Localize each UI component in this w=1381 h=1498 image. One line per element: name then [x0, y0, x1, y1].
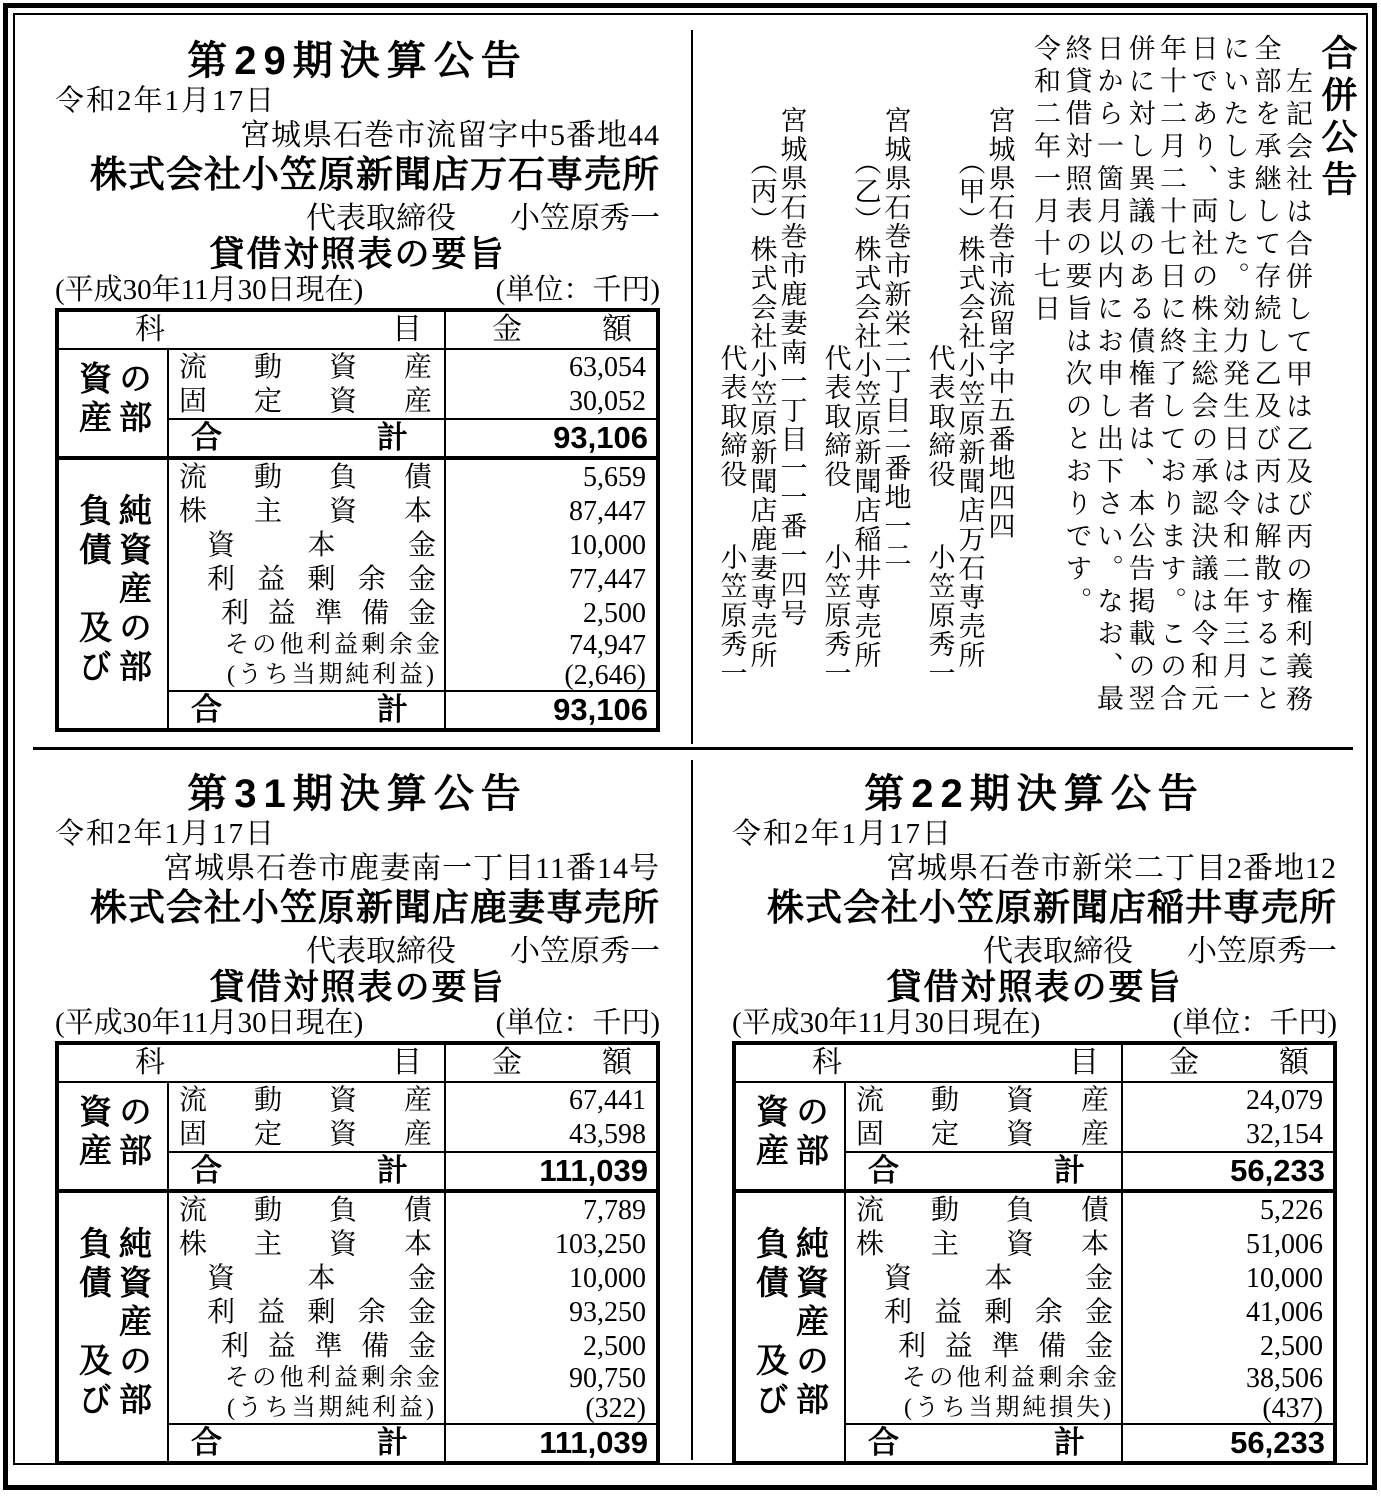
liability-row-item: 利益準備金: [898, 1331, 1113, 1362]
table-row: [169, 562, 656, 596]
liability-row-item: 株主資本: [856, 1229, 1109, 1260]
notice-address: 宮城県石巻市流留字中5番地44: [240, 119, 660, 152]
liability-row-amount: 7,789: [444, 1193, 656, 1227]
liability-row-amount: 90,750: [444, 1363, 656, 1393]
merger-company-mark: （乙）: [850, 148, 881, 235]
liability-row-item: 株主資本: [179, 1229, 432, 1260]
table-row: [169, 384, 656, 418]
assets-total-row: 合計 111,039: [169, 1151, 656, 1189]
table-row: [846, 1393, 1333, 1423]
merger-body-column: 日であり、両社の株主総会の承認決議は令和元: [1187, 34, 1218, 717]
liabilities-section: [59, 460, 656, 728]
asset-row-amount: 32,154: [1121, 1117, 1333, 1151]
merger-officer-title: 代表取締役: [924, 344, 955, 489]
liability-row-item: その他利益剰余金: [225, 632, 440, 658]
table-row: [169, 350, 656, 384]
merger-officer-name: 小笠原秀一: [924, 543, 955, 688]
liability-row-item: (うち当期純損失): [904, 1395, 1111, 1421]
liability-row-amount: 93,250: [444, 1295, 656, 1329]
merger-officer-title: 代表取締役: [820, 344, 851, 489]
notice-title: 第31期決算公告: [187, 772, 528, 816]
table-header-row: [59, 1045, 656, 1083]
assets-total-row: 合計 93,106: [169, 418, 656, 456]
merger-company-address: 宮城県石巻市流留字中五番地四四: [984, 106, 1015, 541]
merger-notice: [694, 26, 1366, 742]
assets-section-label: の部資産: [736, 1083, 846, 1189]
unit-label: (単位：千円): [495, 1007, 660, 1039]
liability-row-amount: (437): [1121, 1393, 1333, 1423]
liability-row-item: 利益準備金: [221, 1331, 436, 1362]
liability-row-item: 利益剰余金: [207, 564, 436, 595]
merger-officer-title: 代表取締役: [716, 344, 747, 489]
merger-company-address: 宮城県石巻市新栄二丁目二番地一二: [880, 106, 911, 570]
officer-title: 代表取締役: [306, 202, 456, 235]
liability-row-item: 資本金: [884, 1263, 1113, 1294]
liability-row-amount: 5,659: [444, 460, 656, 494]
notice-address: 宮城県石巻市鹿妻南一丁目11番14号: [163, 852, 660, 885]
asset-row-item: 流動資産: [179, 1085, 432, 1116]
liability-row-item: その他利益剰余金: [225, 1365, 440, 1391]
notice-section-31: [55, 763, 660, 1465]
assets-total-row: 合計 56,233: [846, 1151, 1333, 1189]
column-divider-top: [691, 30, 693, 744]
balance-sheet-table: [732, 1041, 1337, 1465]
balance-sheet-table: [55, 308, 660, 732]
liability-row-amount: 87,447: [444, 494, 656, 528]
merger-company-mark: （丙）: [746, 148, 777, 235]
merger-company-hei: [717, 34, 807, 742]
table-row: [169, 1363, 656, 1393]
liabilities-section-label: 純資産の部負債 及び: [59, 1193, 169, 1461]
table-row: [846, 1261, 1333, 1295]
merger-officer-name: 小笠原秀一: [716, 543, 747, 688]
merger-officer-name: 小笠原秀一: [820, 543, 851, 688]
merger-body-column: 日から一箇月以内にお申し出下さい。なお、最: [1093, 34, 1123, 717]
table-header-row: [59, 312, 656, 350]
table-row: [846, 1329, 1333, 1363]
balance-sheet-title: 貸借対照表の要旨: [886, 968, 1183, 1007]
liability-row-item: (うち当期純利益): [227, 662, 434, 688]
table-row: [169, 660, 656, 690]
unit-label: (単位：千円): [1172, 1007, 1337, 1039]
liabilities-total-row: 合計 93,106: [169, 690, 656, 728]
asset-row-item: 流動資産: [856, 1085, 1109, 1116]
notice-address: 宮城県石巻市新栄二丁目2番地12: [886, 852, 1337, 885]
asset-row-item: 流動資産: [179, 352, 432, 383]
table-row: [169, 1329, 656, 1363]
merger-date: 令和二年一月十七日: [1030, 34, 1060, 327]
officer-name: 小笠原秀一: [510, 935, 660, 968]
merger-company-name: （丙）株式会社小笠原新聞店鹿妻専売所: [746, 148, 777, 670]
asset-row-amount: 67,441: [444, 1083, 656, 1117]
liability-row-amount: 10,000: [1121, 1261, 1333, 1295]
merger-company-officer: [821, 34, 851, 742]
table-row: [169, 630, 656, 660]
table-row: [846, 1117, 1333, 1151]
liability-row-item: その他利益剰余金: [902, 1365, 1117, 1391]
col-header-subject: 科目: [135, 1046, 422, 1079]
officer-name: 小笠原秀一: [1187, 935, 1337, 968]
liability-row-item: 利益剰余金: [884, 1297, 1113, 1328]
notice-date: 令和2年1月17日: [55, 85, 277, 117]
table-header-row: [736, 1045, 1333, 1083]
merger-company-mark: （甲）: [954, 148, 985, 235]
col-header-amount: 金額: [444, 312, 656, 348]
liability-row-amount: (2,646): [444, 660, 656, 690]
officer-title: 代表取締役: [306, 935, 456, 968]
liability-row-item: 利益準備金: [221, 598, 436, 629]
notice-company-name: 株式会社小笠原新聞店鹿妻専売所: [90, 887, 660, 928]
table-row: [169, 528, 656, 562]
table-row: [169, 460, 656, 494]
liability-row-item: 資本金: [207, 1263, 436, 1294]
liability-row-item: 流動負債: [179, 1195, 432, 1226]
notice-officer-line: [55, 202, 660, 236]
liability-row-amount: 74,947: [444, 630, 656, 660]
notice-company-name: 株式会社小笠原新聞店万石専売所: [90, 154, 660, 195]
table-row: [169, 1083, 656, 1117]
table-row: [846, 1295, 1333, 1329]
table-row: [169, 1117, 656, 1151]
notice-date: 令和2年1月17日: [55, 818, 277, 850]
merger-company-officer: [717, 34, 747, 742]
merger-body-column: 併に対し異議のある債権者は、本公告掲載の翌: [1124, 34, 1155, 717]
liability-row-amount: 10,000: [444, 1261, 656, 1295]
liabilities-section-label: 純資産の部負債 及び: [59, 460, 169, 728]
asset-row-amount: 63,054: [444, 350, 656, 384]
merger-company-name: （甲）株式会社小笠原新聞店万石専売所: [954, 148, 985, 670]
table-row: [169, 1393, 656, 1423]
notice-officer-line: [55, 935, 660, 969]
balance-sheet-meta: [732, 1007, 1337, 1039]
assets-section-label: の部資産: [59, 1083, 169, 1189]
merger-notice-title: 合併公告: [1317, 34, 1358, 202]
liability-row-amount: 77,447: [444, 562, 656, 596]
table-row: [169, 1261, 656, 1295]
notice-title: 第22期決算公告: [864, 772, 1205, 816]
table-row: [846, 1363, 1333, 1393]
col-header-subject: 科目: [135, 313, 422, 346]
table-row: [169, 1193, 656, 1227]
as-of-date: (平成30年11月30日現在): [55, 274, 364, 306]
liability-row-amount: 2,500: [444, 1329, 656, 1363]
balance-sheet-meta: [55, 1007, 660, 1039]
as-of-date: (平成30年11月30日現在): [732, 1007, 1041, 1039]
row-divider: [33, 747, 1353, 750]
merger-body-column: にいたしました。効力発生日は令和二年三月一: [1219, 34, 1249, 717]
liabilities-section: [736, 1193, 1333, 1461]
liability-row-item: 資本金: [207, 530, 436, 561]
table-row: [846, 1193, 1333, 1227]
notice-date: 令和2年1月17日: [732, 818, 954, 850]
asset-row-amount: 24,079: [1121, 1083, 1333, 1117]
notice-officer-line: [732, 935, 1337, 969]
table-row: [846, 1083, 1333, 1117]
as-of-date: (平成30年11月30日現在): [55, 1007, 364, 1039]
liability-row-item: 流動負債: [856, 1195, 1109, 1226]
officer-name: 小笠原秀一: [510, 202, 660, 235]
liability-row-item: 流動負債: [179, 462, 432, 493]
col-header-amount: 金額: [444, 1045, 656, 1081]
liability-row-amount: 41,006: [1121, 1295, 1333, 1329]
notice-section-29: [55, 30, 660, 732]
col-header-amount: 金額: [1121, 1045, 1333, 1081]
merger-company-address: 宮城県石巻市鹿妻南一丁目一一番一四号: [776, 106, 807, 628]
asset-row-item: 固定資産: [856, 1119, 1109, 1150]
merger-body-column: 年十二月二十七日に終了しております。この合: [1156, 34, 1186, 717]
liability-row-item: 株主資本: [179, 496, 432, 527]
merger-company-name: （乙）株式会社小笠原新聞店稲井専売所: [850, 148, 881, 670]
liability-row-amount: (322): [444, 1393, 656, 1423]
notice-section-22: [732, 763, 1337, 1465]
col-header-subject: 科目: [812, 1046, 1099, 1079]
liability-row-amount: 38,506: [1121, 1363, 1333, 1393]
asset-row-item: 固定資産: [179, 386, 432, 417]
merger-company-officer: [925, 34, 955, 742]
table-row: [846, 1227, 1333, 1261]
table-row: [169, 1227, 656, 1261]
liabilities-total-row: 合計 56,233: [846, 1423, 1333, 1461]
liability-row-amount: 10,000: [444, 528, 656, 562]
notice-title: 第29期決算公告: [187, 39, 528, 83]
table-row: [169, 494, 656, 528]
liabilities-total-row: 合計 111,039: [169, 1423, 656, 1461]
merger-company-ko: [925, 34, 1015, 742]
balance-sheet-title: 貸借対照表の要旨: [209, 235, 506, 274]
unit-label: (単位：千円): [495, 274, 660, 306]
asset-row-amount: 43,598: [444, 1117, 656, 1151]
notice-company-name: 株式会社小笠原新聞店稲井専売所: [767, 887, 1337, 928]
merger-company-otsu: [821, 34, 911, 742]
asset-row-amount: 30,052: [444, 384, 656, 418]
merger-body-column: 全部を承継して存続し乙及び丙は解散すること: [1250, 34, 1281, 717]
balance-sheet-meta: [55, 274, 660, 306]
table-row: [169, 596, 656, 630]
merger-body-column: 左記会社は合併して甲は乙及び丙の権利義務: [1282, 67, 1312, 717]
column-divider-bottom: [691, 760, 693, 1460]
assets-section: [59, 1083, 656, 1193]
table-row: [169, 1295, 656, 1329]
liabilities-section-label: 純資産の部負債 及び: [736, 1193, 846, 1461]
liability-row-amount: 5,226: [1121, 1193, 1333, 1227]
liability-row-amount: 103,250: [444, 1227, 656, 1261]
asset-row-item: 固定資産: [179, 1119, 432, 1150]
assets-section: [59, 350, 656, 460]
assets-section: [736, 1083, 1333, 1193]
balance-sheet-table: [55, 1041, 660, 1465]
liability-row-item: 利益剰余金: [207, 1297, 436, 1328]
liability-row-amount: 2,500: [1121, 1329, 1333, 1363]
liability-row-amount: 2,500: [444, 596, 656, 630]
officer-title: 代表取締役: [983, 935, 1133, 968]
liability-row-item: (うち当期純利益): [227, 1395, 434, 1421]
liability-row-amount: 51,006: [1121, 1227, 1333, 1261]
assets-section-label: の部資産: [59, 350, 169, 456]
liabilities-section: [59, 1193, 656, 1461]
merger-body-column: 終貸借対照表の要旨は次のとおりです。: [1061, 34, 1092, 619]
balance-sheet-title: 貸借対照表の要旨: [209, 968, 506, 1007]
